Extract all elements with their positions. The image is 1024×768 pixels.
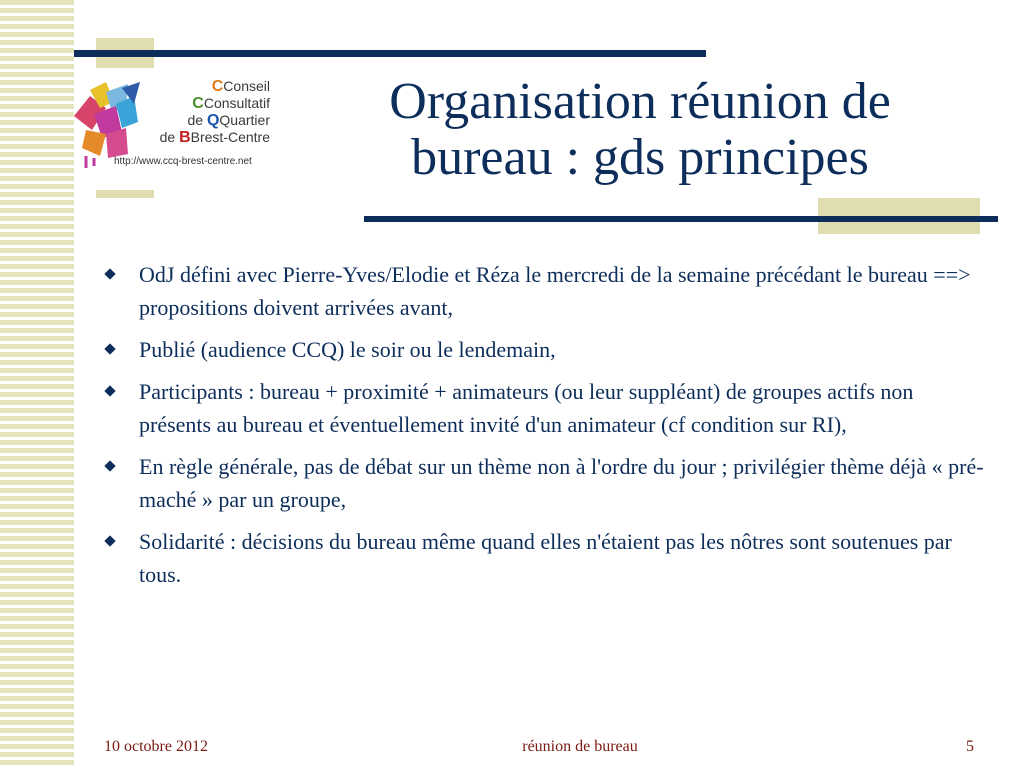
decor-bar-bottom [364, 216, 998, 222]
logo-line-conseil: CConseil [211, 78, 270, 95]
bullet-item-publie: Publié (audience CCQ) le soir ou le lendemain, [104, 333, 984, 366]
diamond-bullet-icon [104, 460, 115, 471]
footer-title: réunion de bureau [522, 738, 638, 755]
slide-title-line1: Organisation réunion de [389, 73, 891, 130]
logo-line-quartier: de QQuartier [187, 112, 270, 129]
diamond-bullet-icon [104, 268, 115, 279]
bullet-item-odj: OdJ défini avec Pierre-Yves/Elodie et Réza le mercredi de la semaine précédant le bureau ==> propositions doivent arrivées avant, [104, 258, 984, 324]
logo-text [150, 78, 270, 146]
diamond-bullet-icon [104, 385, 115, 396]
bullet-list [104, 258, 984, 600]
footer-date: 10 octobre 2012 [104, 738, 208, 755]
logo-line-brest: de BBrest-Centre [159, 129, 270, 146]
bullet-item-participants: Participants : bureau + proximité + animateurs (ou leur suppléant) de groupes actifs non présents au bureau et éventuellement invité d'un animateur (cf condition sur RI), [104, 375, 984, 441]
decor-bar-top [74, 50, 706, 57]
bullet-item-regle-generale: En règle générale, pas de débat sur un thème non à l'ordre du jour ; privilégier thème déjà « pré-maché » par un groupe, [104, 450, 984, 516]
diamond-bullet-icon [104, 343, 115, 354]
logo-line-consultatif: CConsultatif [192, 95, 270, 112]
footer-page-number: 5 [966, 738, 974, 755]
bullet-item-solidarite: Solidarité : décisions du bureau même quand elles n'étaient pas les nôtres sont soutenues par tous. [104, 525, 984, 591]
slide-title [300, 74, 980, 186]
slide-title-line2: bureau : gds principes [411, 129, 869, 186]
left-stripe-decoration [0, 0, 74, 768]
diamond-bullet-icon [104, 535, 115, 546]
decor-block-top-left-low [96, 190, 154, 198]
logo-url: http://www.ccq-brest-centre.net [114, 156, 252, 167]
